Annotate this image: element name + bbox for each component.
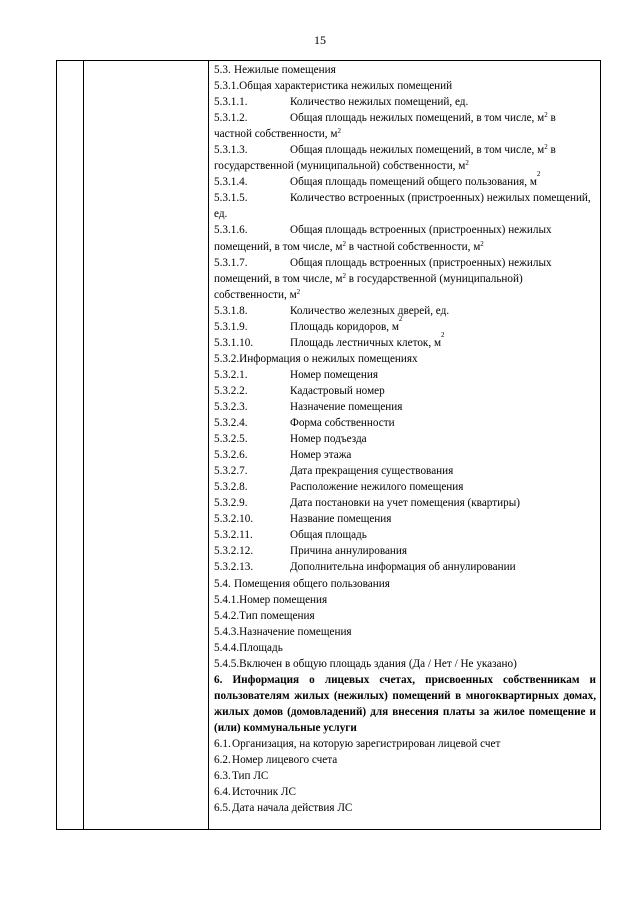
list-item: 5.3.1.7. Общая площадь встроенных (пристроенных) нежилых помещений, в том числе, $м^2$ в государственной (муниципальной) собственности, $м^2$ (214, 256, 552, 301)
list-item: 5.3.1.Общая характеристика нежилых помещений (214, 80, 453, 93)
list-item: 5.3. Нежилые помещения (214, 64, 336, 76)
list-item: 5.3.2.7. Дата прекращения существования (214, 465, 454, 478)
list-item: 5.4.5.Включен в общую площадь здания (Да / Нет / Не указано) (214, 657, 517, 670)
list-item: 5.3.1.4. Общая площадь помещений общего пользования, м 2 (214, 170, 541, 189)
list-item: 5.4. Помещения общего пользования (214, 577, 390, 590)
list-item: 5.3.2.2. Кадастровый номер (214, 384, 385, 397)
list-item: 5.3.2.10. Название помещения (214, 513, 392, 526)
list-item: 5.3.1.10. Площадь лестничных клеток, м 2 (214, 330, 445, 349)
list-item: 5.4.3.Назначение помещения (214, 625, 352, 638)
list-item: 5.3.1.2. Общая площадь нежилых помещений, в том числе, $м^2$ в частной собственности, $м^2$ (214, 111, 556, 141)
list-item: 6.4. Источник ЛС (214, 786, 296, 799)
list-item: 5.3.2.4. Форма собственности (214, 417, 395, 430)
list-item: 5.3.1.3. Общая площадь нежилых помещений, в том числе, $м^2$ в государственной (муниципальной) собственности, $м^2$ (214, 143, 556, 173)
list-item: 5.3.2.13. Дополнительна информация об аннулировании (214, 561, 516, 574)
list-item: 6.3. Тип ЛС (214, 770, 269, 783)
document-table (56, 60, 601, 830)
list-item: 5.3.2.3. Назначение помещения (214, 400, 403, 413)
list-item: 5.3.2.12. Причина аннулирования (214, 545, 408, 558)
column-divider (83, 61, 84, 829)
list-item: 5.4.1.Номер помещения (214, 593, 328, 606)
list-item: 5.4.4.Площадь (214, 641, 283, 654)
list-item: 5.3.1.9. Площадь коридоров, м 2 (214, 314, 403, 333)
table-content-cell (214, 62, 596, 816)
list-item: 6.2. Номер лицевого счета (214, 754, 338, 767)
column-divider (208, 61, 209, 829)
list-item: 5.3.2.8. Расположение нежилого помещения (214, 481, 464, 494)
list-item: 5.3.1.8. Количество железных дверей, ед. (214, 304, 450, 317)
list-item: 5.3.2.9. Дата постановки на учет помещения (квартиры) (214, 497, 520, 510)
list-item: 5.3.2.6. Номер этажа (214, 449, 352, 462)
list-item: 6.5. Дата начала действия ЛС (214, 802, 353, 815)
list-item: 5.4.2.Тип помещения (214, 609, 315, 622)
list-item: 5.3.2.Информация о нежилых помещениях (214, 352, 418, 365)
section-heading: 6. Информация о лицевых счетах, присвоенных собственникам и пользователям жилых (нежилых) помещений в многоквартирных домах, жилых домов (домовладений) для внесения платы за жилое помещение и (или) коммунальные услуги (214, 673, 596, 734)
list-item: 6.1. Организация, на которую зарегистрирован лицевой счет (214, 737, 501, 750)
list-item: 5.3.1.1. Количество нежилых помещений, ед. (214, 96, 469, 109)
list-item: 5.3.2.11. Общая площадь (214, 529, 367, 542)
page-number: 15 (314, 33, 326, 47)
list-item: 5.3.1.5. Количество встроенных (пристроенных) нежилых помещений, ед. (214, 192, 591, 221)
list-item: 5.3.2.5. Номер подъезда (214, 433, 367, 446)
list-item: 5.3.2.1. Номер помещения (214, 368, 379, 381)
list-item: 5.3.1.6. Общая площадь встроенных (пристроенных) нежилых помещений, в том числе, $м^2$ в частной собственности, $м^2$ (214, 224, 552, 253)
